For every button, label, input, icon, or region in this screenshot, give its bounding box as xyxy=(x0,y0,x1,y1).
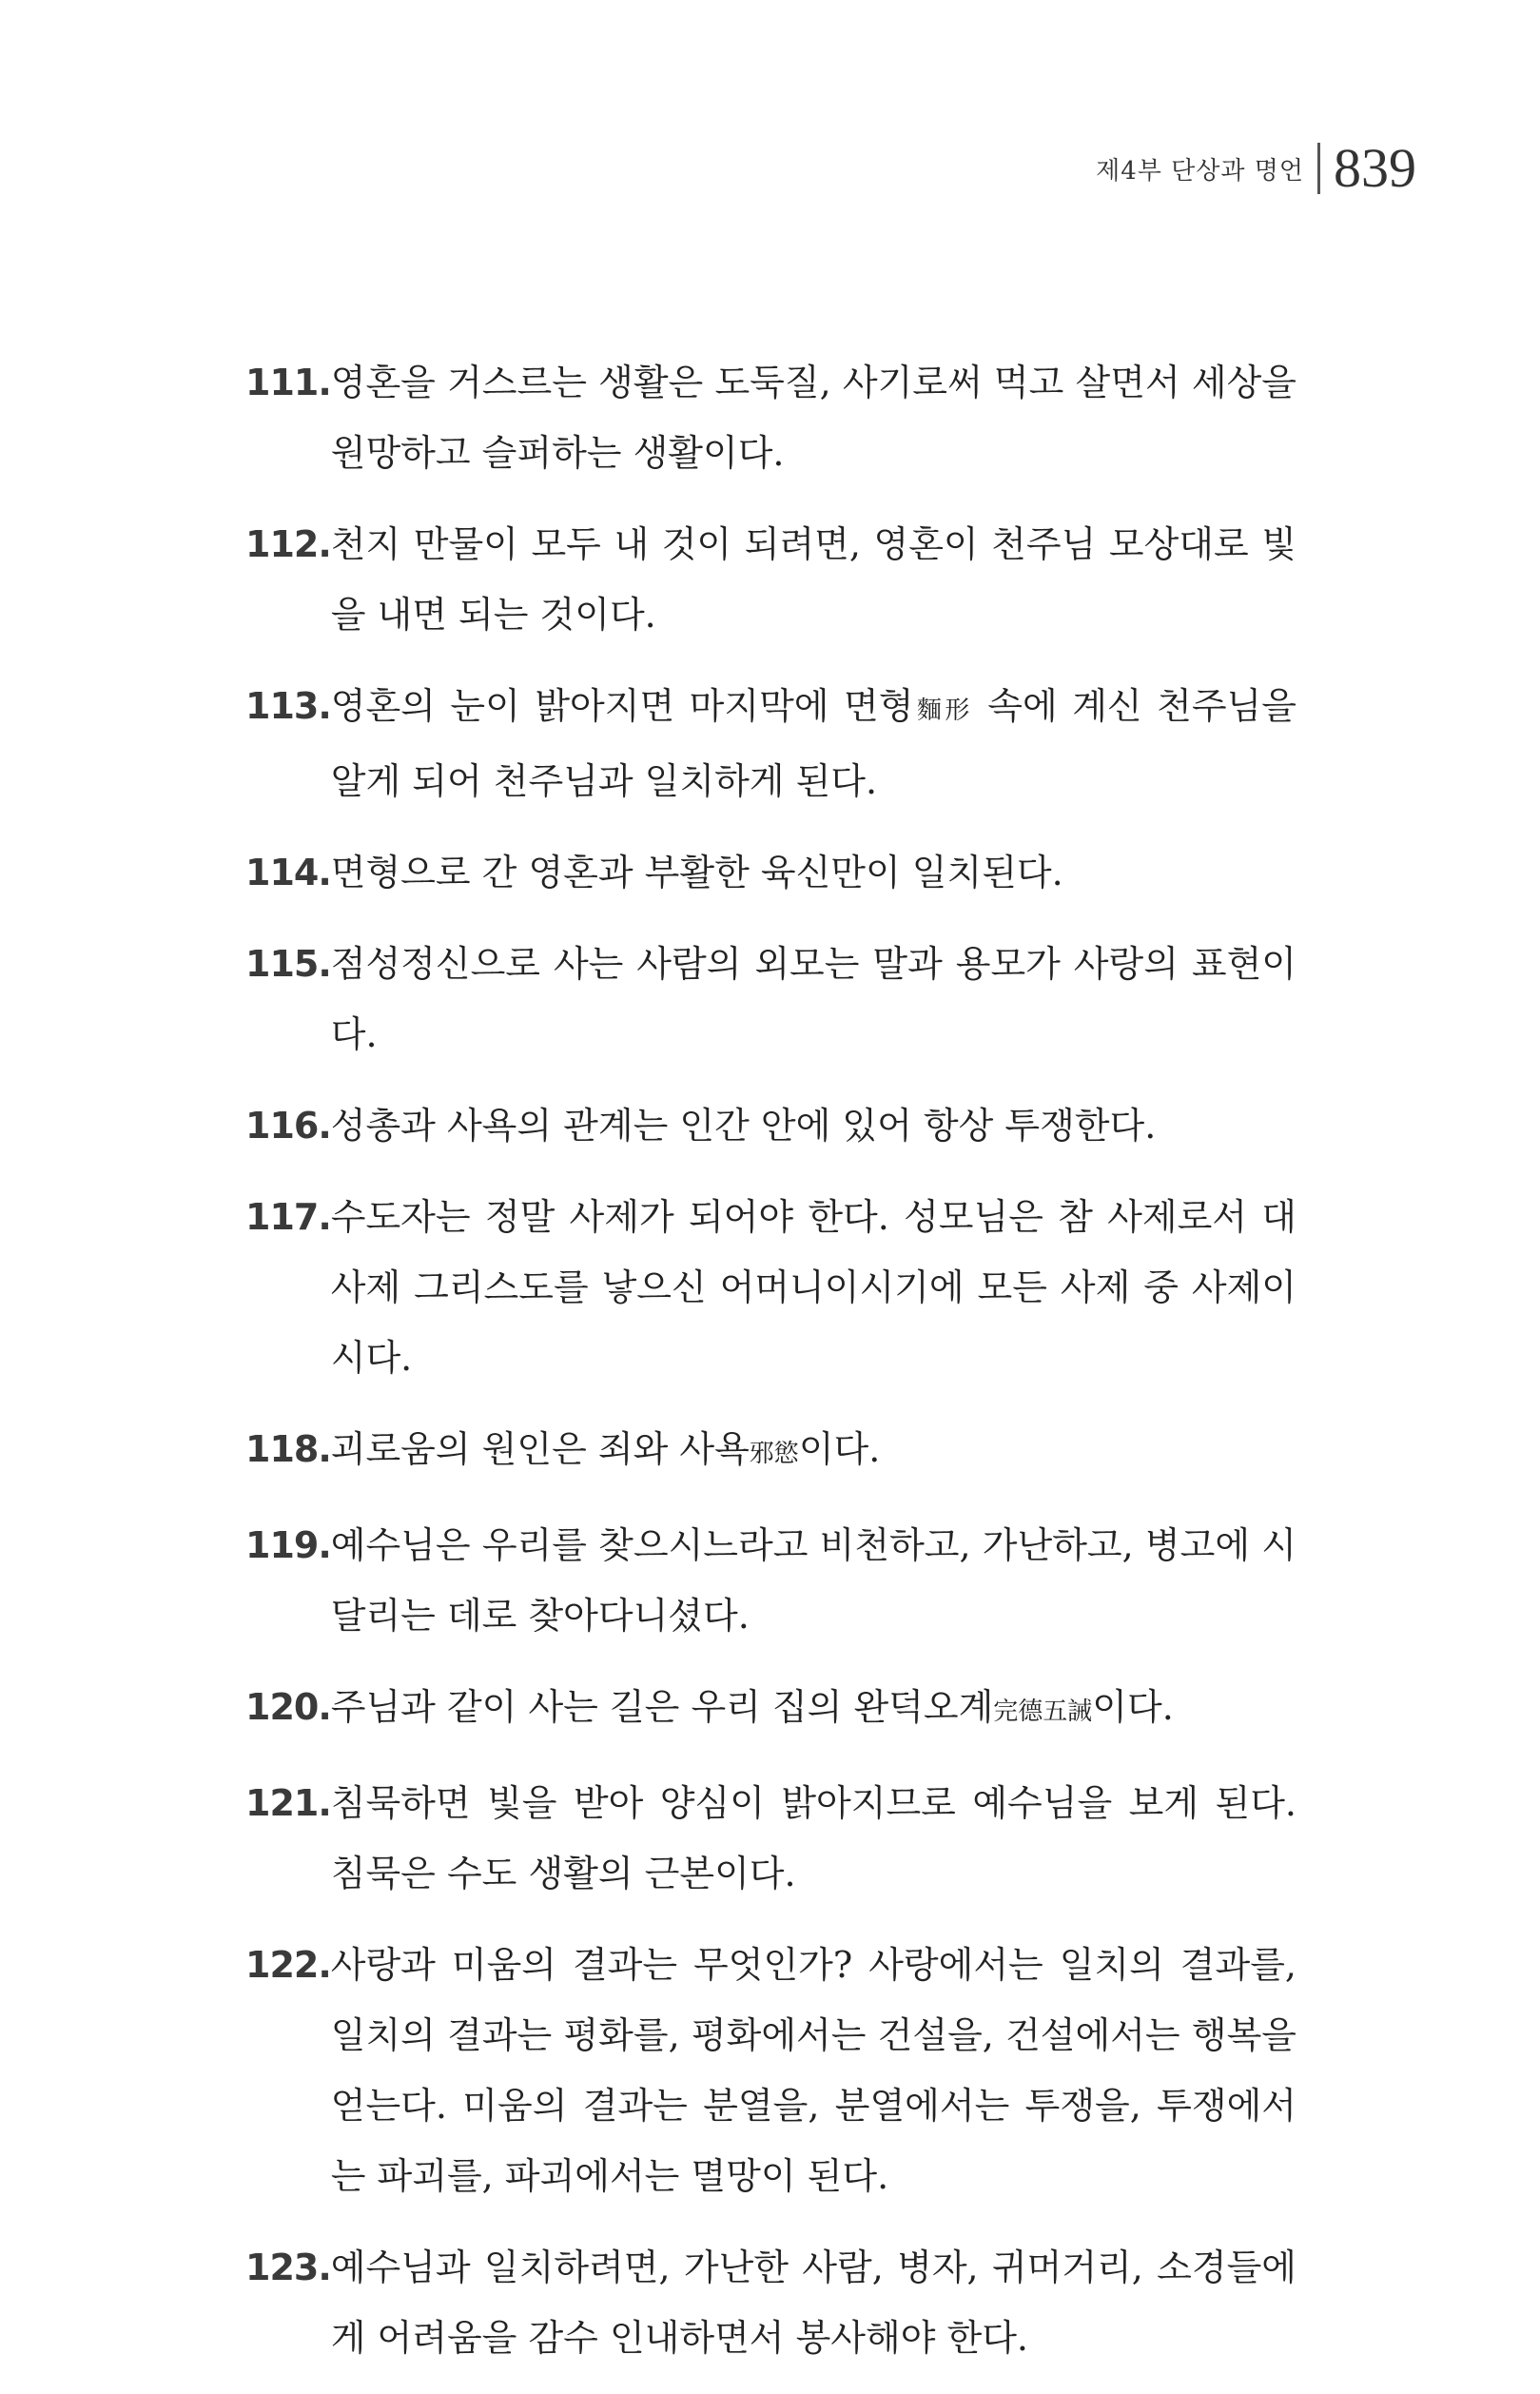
entry-text: 영혼을 거스르는 생활은 도둑질, 사기로써 먹고 살면서 세상을 원망하고 슬퍼하는 생활이다. xyxy=(330,362,1296,474)
entry-number: 120. xyxy=(245,1686,331,1728)
list-item xyxy=(245,1768,1296,1909)
entry-number: 119. xyxy=(245,1524,331,1566)
list-item xyxy=(245,837,1296,908)
section-title: 제4부 단상과 명언 xyxy=(1096,156,1304,186)
running-header xyxy=(1096,137,1416,199)
entry-number: 118. xyxy=(245,1428,331,1470)
entry-text: 사랑과 미움의 결과는 무엇인가? 사랑에서는 일치의 결과를, 일치의 결과는 평화를, 평화에서는 건설을, 건설에서는 행복을 얻는다. 미움의 결과는 분열을, 분열에서는 투쟁을, 투쟁에서는 파괴를, 파괴에서는 멸망이 된다. xyxy=(330,1944,1296,2197)
header-divider xyxy=(1317,143,1320,194)
entry-number: 115. xyxy=(245,943,331,985)
entry-number: 122. xyxy=(245,1944,331,1986)
list-item xyxy=(245,1090,1296,1161)
list-item xyxy=(245,1182,1296,1393)
page-number: 839 xyxy=(1334,137,1416,199)
entry-text: 예수님과 일치하려면, 가난한 사람, 병자, 귀머거리, 소경들에게 어려움을 감수 인내하면서 봉사해야 한다. xyxy=(330,2247,1296,2359)
list-item xyxy=(245,1510,1296,1651)
entry-text: 천지 만물이 모두 내 것이 되려면, 영혼이 천주님 모상대로 빛을 내면 되는 것이다. xyxy=(330,523,1296,636)
list-item xyxy=(245,347,1296,488)
entry-number: 114. xyxy=(245,852,331,893)
entry-number: 111. xyxy=(245,362,331,403)
entry-text: 침묵하면 빛을 받아 양심이 밝아지므로 예수님을 보게 된다. 침묵은 수도 생활의 근본이다. xyxy=(330,1782,1296,1894)
aphorism-list xyxy=(245,347,1296,2394)
entry-number: 121. xyxy=(245,1782,331,1824)
hanja-annotation: 麵形 xyxy=(913,697,973,725)
list-item xyxy=(245,929,1296,1069)
list-item xyxy=(245,1930,1296,2211)
entry-text-part: 영혼의 눈이 밝아지면 마지막에 면형 xyxy=(330,685,914,727)
list-item xyxy=(245,509,1296,650)
entry-text: 수도자는 정말 사제가 되어야 한다. 성모님은 참 사제로서 대사제 그리스도를 낳으신 어머니이시기에 모든 사제 중 사제이시다. xyxy=(330,1196,1296,1379)
list-item xyxy=(245,1414,1296,1489)
entry-number: 123. xyxy=(245,2247,331,2288)
entry-number: 112. xyxy=(245,523,331,565)
entry-text: 성총과 사욕의 관계는 인간 안에 있어 항상 투쟁한다. xyxy=(330,1105,1157,1147)
entry-number: 117. xyxy=(245,1196,331,1238)
entry-text: 예수님은 우리를 찾으시느라고 비천하고, 가난하고, 병고에 시달리는 데로 찾아다니셨다. xyxy=(330,1524,1296,1637)
hanja-annotation: 完德五誡 xyxy=(993,1697,1093,1726)
entry-text-part: 속에 계신 천주님을 알게 되어 천주님과 일치하게 된다. xyxy=(330,685,1296,802)
entry-number: 113. xyxy=(245,685,331,727)
entry-text-part: 괴로움의 원인은 죄와 사욕 xyxy=(330,1428,750,1470)
list-item xyxy=(245,1672,1296,1747)
entry-text xyxy=(331,671,1296,816)
list-item xyxy=(245,2232,1296,2373)
list-item xyxy=(245,671,1296,816)
hanja-annotation: 邪慾 xyxy=(749,1440,799,1468)
entry-text: 점성정신으로 사는 사람의 외모는 말과 용모가 사랑의 표현이다. xyxy=(330,943,1296,1055)
entry-text xyxy=(331,1414,1296,1489)
entry-text-part: 주님과 같이 사는 길은 우리 집의 완덕오계 xyxy=(330,1686,994,1728)
entry-text-part: 이다. xyxy=(1092,1686,1174,1728)
entry-text-part: 이다. xyxy=(798,1428,881,1470)
entry-text xyxy=(331,1672,1296,1747)
entry-text: 면형으로 간 영혼과 부활한 육신만이 일치된다. xyxy=(330,852,1063,893)
entry-number: 116. xyxy=(245,1105,331,1147)
